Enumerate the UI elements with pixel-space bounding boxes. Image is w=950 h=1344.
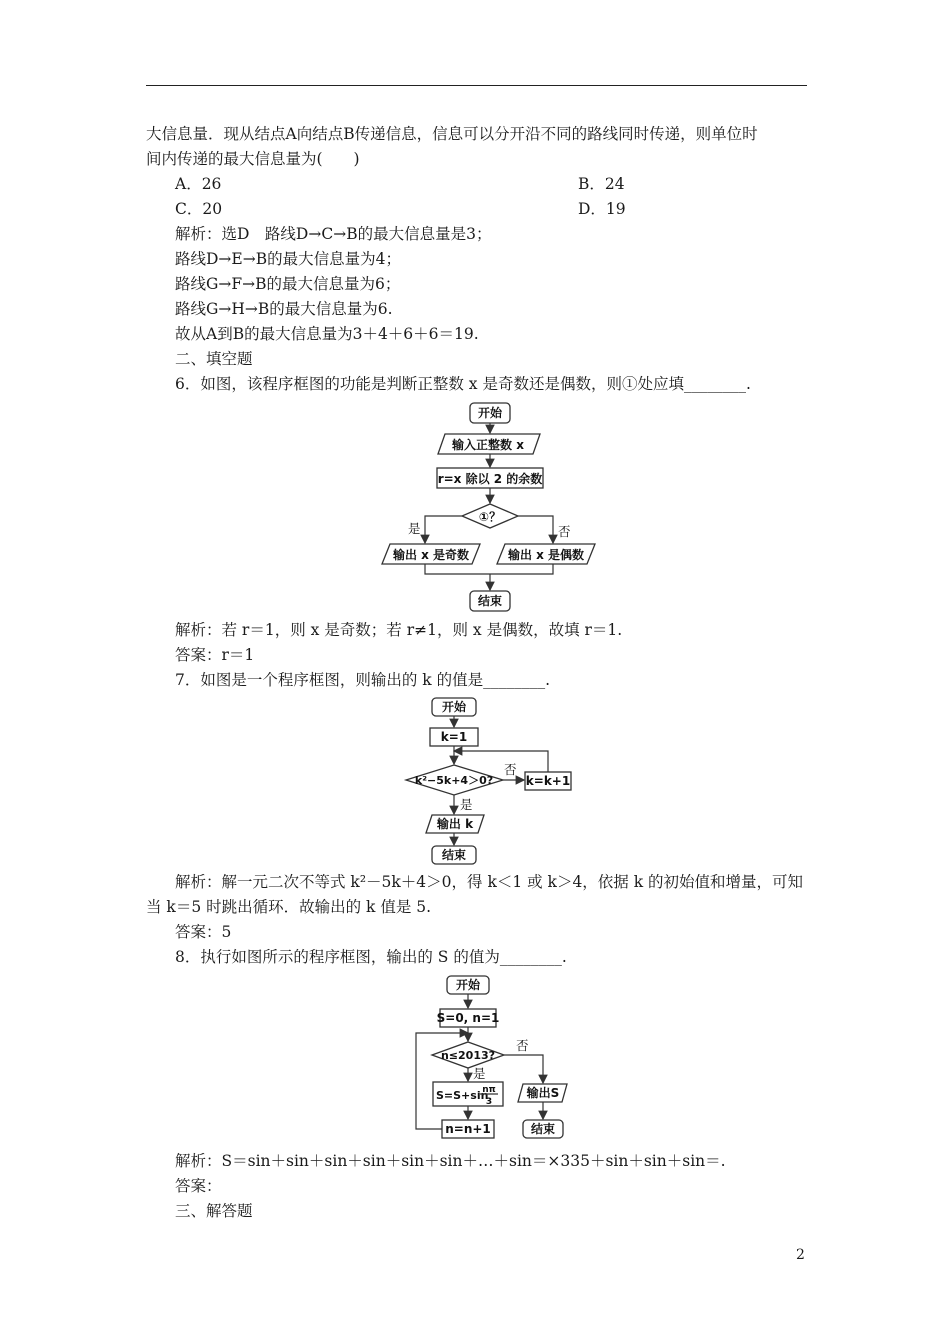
- header-rule: [146, 85, 807, 86]
- q8-body-label: S=S+sin: [436, 1089, 489, 1102]
- q8-solution: 解析：S＝sin＋sin＋sin＋sin＋sin＋sin＋…＋sin＝×335＋sin＋sin＋sin＝.: [175, 1152, 726, 1170]
- q7-no-label: 否: [504, 762, 517, 777]
- q7-decision-label: k²−5k+4＞0?: [414, 774, 494, 787]
- q8-no-label: 否: [516, 1038, 529, 1053]
- q8-end-label: 结束: [530, 1122, 556, 1136]
- q6-input-label: 输入正整数 x: [452, 438, 524, 452]
- q8-output-label: 输出S: [526, 1086, 560, 1100]
- q7-init-label: k=1: [440, 730, 468, 744]
- q8-frac-denominator: 3: [485, 1097, 493, 1107]
- q8-update-label: n=n+1: [445, 1122, 491, 1136]
- q6-solution: 解析：若 r＝1，则 x 是奇数；若 r≠1，则 x 是偶数，故填 r＝1.: [175, 621, 623, 639]
- q8-init-label: S=0, n=1: [436, 1011, 500, 1025]
- q8-start-label: 开始: [455, 978, 481, 992]
- q5-solution-2: 路线D→E→B的最大信息量为4；: [175, 250, 401, 268]
- q6-question: 6．如图，该程序框图的功能是判断正整数 x 是奇数还是偶数，则①处应填________.: [175, 375, 751, 393]
- q6-yes-label: 是: [408, 521, 421, 536]
- q8-flowchart: [400, 972, 590, 1146]
- q6-end-label: 结束: [477, 594, 503, 608]
- q8-question: 8．执行如图所示的程序框图，输出的 S 的值为________.: [175, 948, 567, 966]
- q5-solution-1: 解析：选D 路线D→C→B的最大信息量是3；: [175, 225, 492, 243]
- q6-no-label: 否: [558, 524, 571, 539]
- q5-solution-5: 故从A到B的最大信息量为3＋4＋6＋6＝19.: [175, 325, 479, 343]
- q5-line2: 间内传递的最大信息量为( ): [146, 150, 360, 168]
- q5-solution-3: 路线G→F→B的最大信息量为6；: [175, 275, 401, 293]
- q7-start-label: 开始: [441, 700, 467, 714]
- q5-solution-4: 路线G→H→B的最大信息量为6.: [175, 300, 393, 318]
- q6-flowchart: [380, 398, 600, 616]
- q7-solution-1: 解析：解一元二次不等式 k²－5k＋4＞0，得 k＜1 或 k＞4，依据 k 的初始值和增量，可知: [175, 873, 804, 891]
- q7-answer: 答案：5: [175, 923, 232, 941]
- q7-update-label: k=k+1: [525, 774, 571, 788]
- q8-yes-label: 是: [473, 1066, 486, 1081]
- q7-flowchart: [400, 695, 590, 867]
- q7-yes-label: 是: [460, 797, 473, 812]
- q6-output-odd-label: 输出 x 是奇数: [392, 548, 470, 562]
- q6-start-label: 开始: [477, 406, 503, 420]
- q8-answer: 答案：: [175, 1177, 222, 1195]
- q5-option-b: B．24: [578, 175, 625, 193]
- q5-option-d: D．19: [578, 200, 626, 218]
- q7-output-label: 输出 k: [436, 817, 474, 831]
- q8-decision-label: n≤2013?: [440, 1049, 496, 1062]
- q7-question: 7．如图是一个程序框图，则输出的 k 的值是________.: [175, 671, 551, 689]
- q7-solution-2: 当 k＝5 时跳出循环．故输出的 k 值是 5.: [146, 898, 432, 916]
- q6-output-even-label: 输出 x 是偶数: [507, 548, 585, 562]
- q6-assign-label: r=x 除以 2 的余数: [437, 472, 543, 486]
- q5-option-c: C．20: [175, 200, 223, 218]
- q8-frac-numerator: nπ: [482, 1085, 496, 1095]
- q5-option-a: A．26: [175, 175, 222, 193]
- section-heading-answer: 三、解答题: [175, 1202, 253, 1220]
- q6-decision-label: ①？: [478, 510, 502, 524]
- page-number: 2: [796, 1247, 805, 1263]
- q5-line1: 大信息量．现从结点A向结点B传递信息，信息可以分开沿不同的路线同时传递，则单位时: [146, 125, 758, 143]
- q7-end-label: 结束: [441, 848, 467, 862]
- q6-answer: 答案：r＝1: [175, 646, 255, 664]
- section-heading-fill-blank: 二、填空题: [175, 350, 253, 368]
